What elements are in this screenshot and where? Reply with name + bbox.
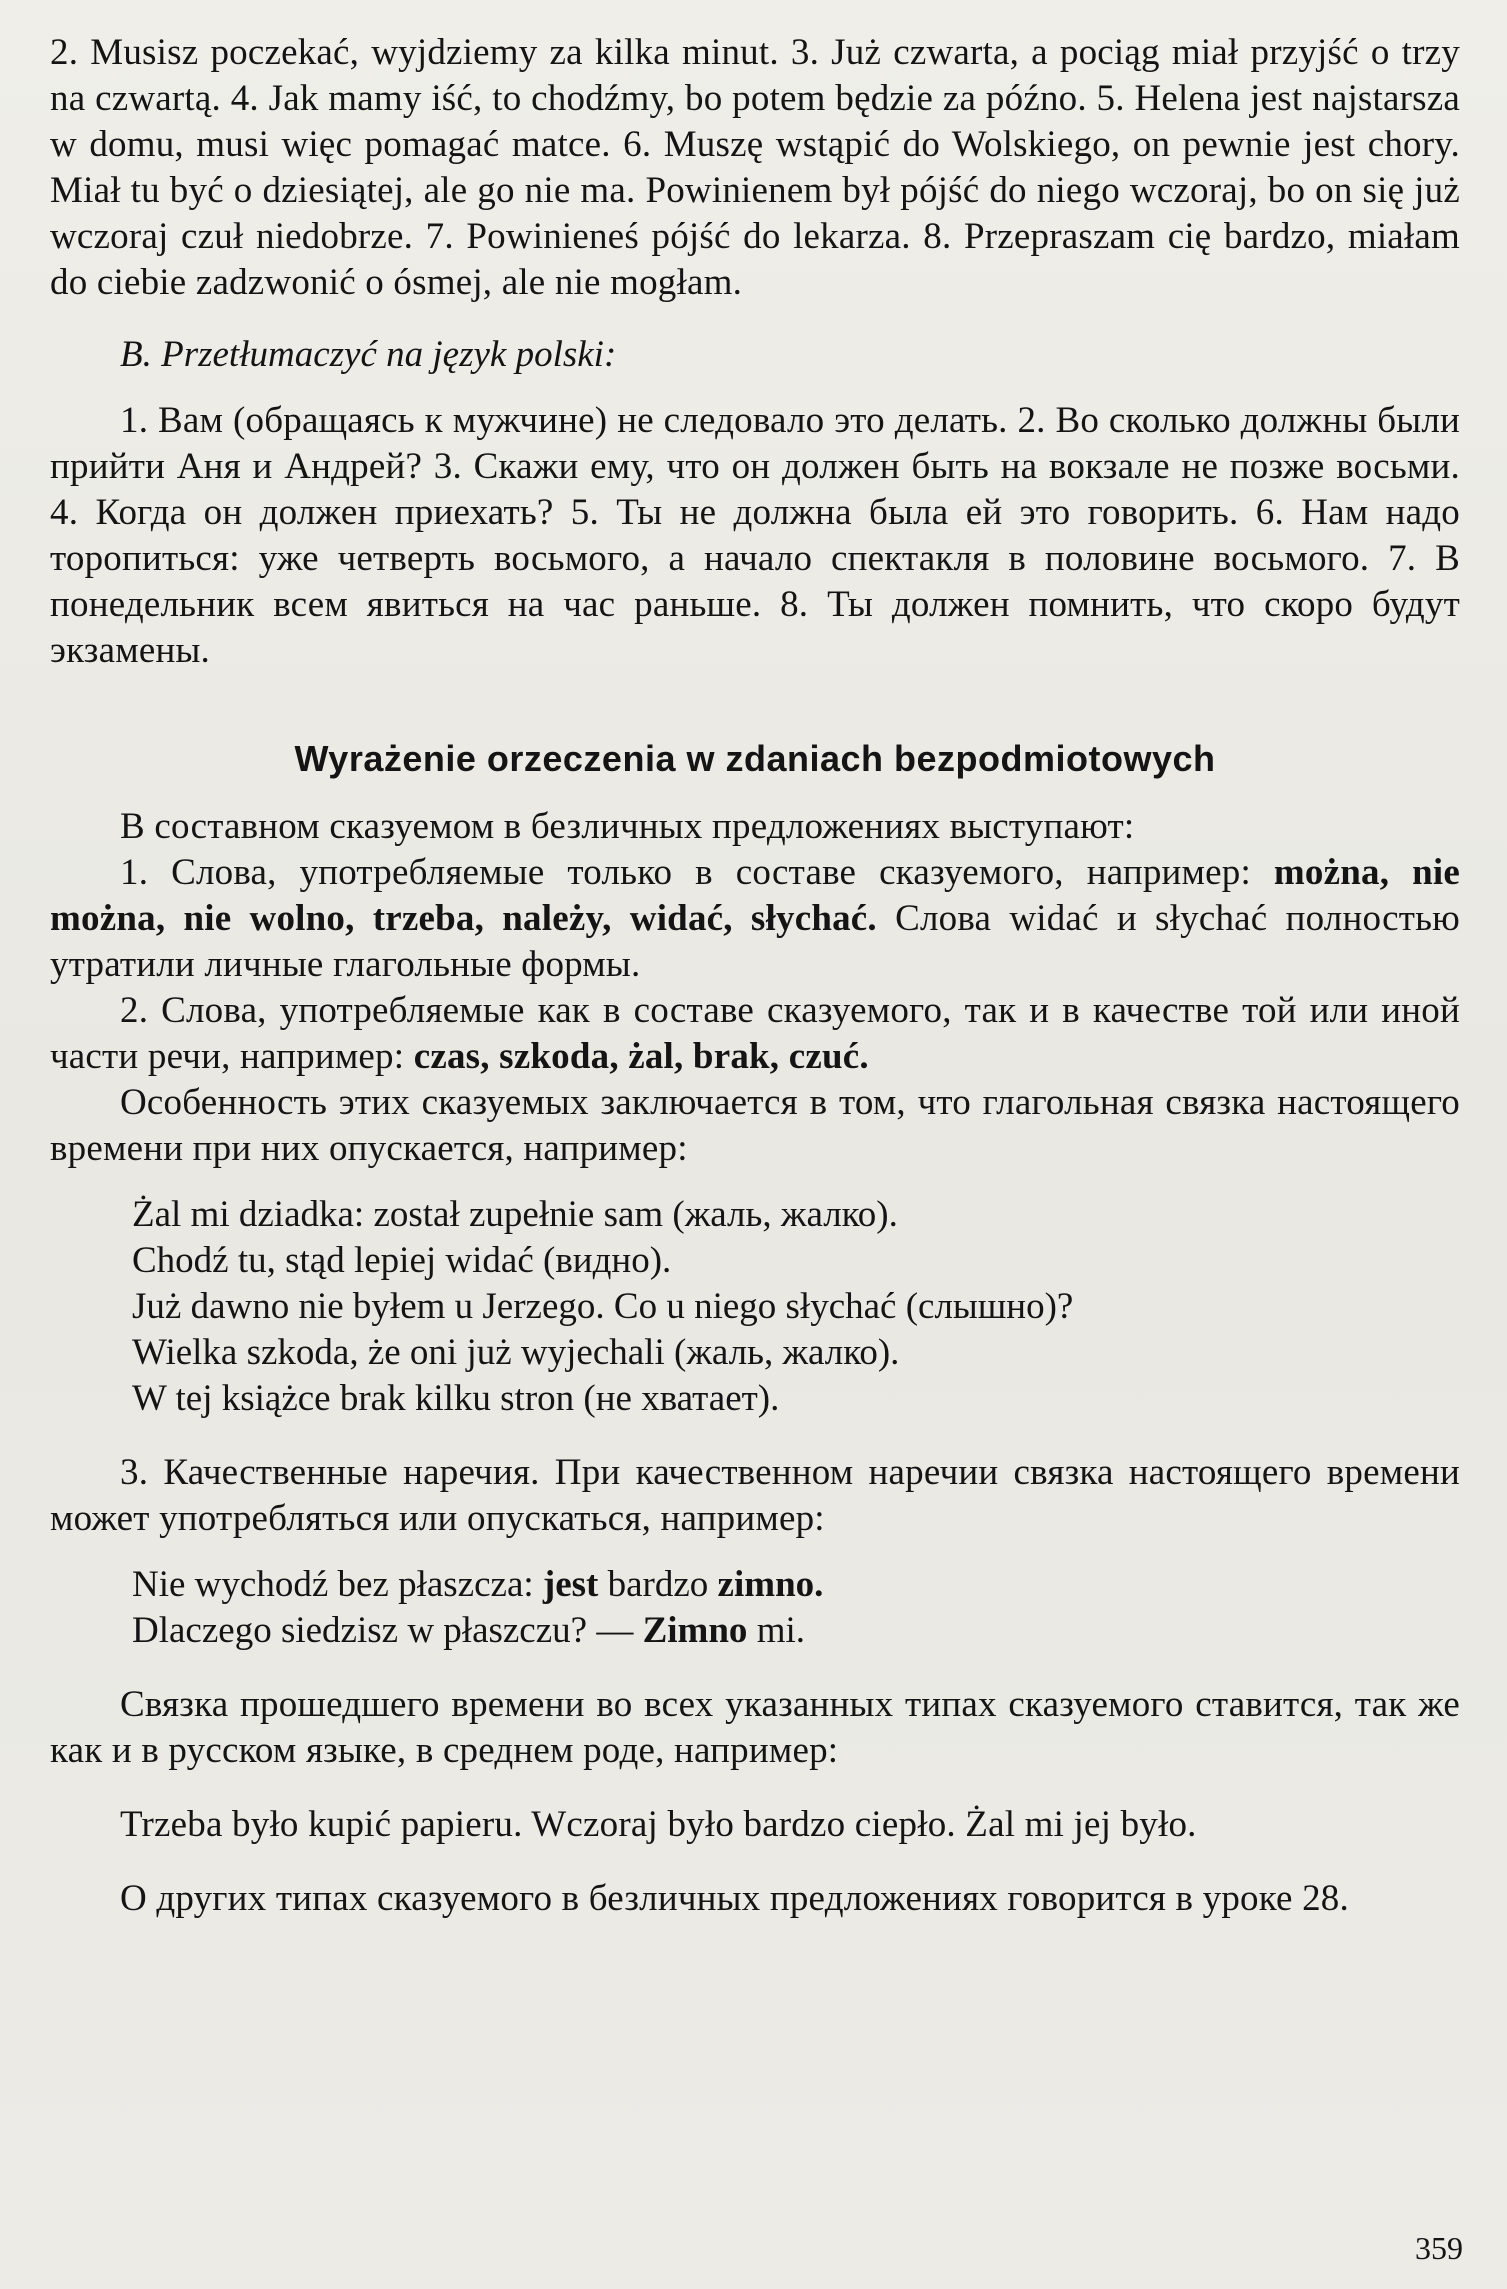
exercise-a-paragraph: 2. Musisz poczekać, wyjdziemy za kilka minut. 3. Już czwarta, a pociąg miał przyjść o trzy na czwartą. 4. Jak mamy iść, to chodźmy, bo potem będzie za późno. 5. Helena jest najstarsza w domu, musi więc pomagać matce. 6. Muszę wstąpić do Wolskiego, on pewnie jest chory. Miał tu być o dziesiątej, ale go nie ma. Powinienem był pójść do niego wczoraj, bo on się już wczoraj czuł niedobrze. 7. Powinieneś pójść do lekarza. 8. Przepraszam cię bardzo, miałam do ciebie zadzwonić o ósmej, ale nie mogłam. (50, 32, 1460, 303)
point-3-paragraph: 3. Качественные наречия. При качественном наречии связка настоящего времени может употребляться или опускаться, например: (50, 1452, 1460, 1539)
past-tense-paragraph: Связка прошедшего времени во всех указанных типах сказуемого ставится, так же как и в русском языке, в среднем роде, например: (50, 1684, 1460, 1771)
example-line: W tej książce brak kilku stron (не хватает). (132, 1378, 780, 1419)
example-text: Dlaczego siedzisz w płaszczu? — (132, 1610, 643, 1651)
example-line: Żal mi dziadka: został zupełnie sam (жаль, жалко). (132, 1194, 898, 1235)
example-bold: Zimno (642, 1610, 748, 1651)
point-2-paragraph (50, 988, 1460, 1080)
example-bold: jest (542, 1564, 599, 1605)
closing-paragraph: О других типах сказуемого в безличных предложениях говорится в уроке 28. (120, 1878, 1349, 1919)
past-tense-example: Trzeba było kupić papieru. Wczoraj było bardzo ciepło. Żal mi jej było. (120, 1804, 1197, 1845)
point-2-bold-words: czas, szkoda, żal, brak, czuć. (413, 1036, 869, 1077)
example-line: Już dawno nie byłem u Jerzego. Co u niego słychać (слышно)? (132, 1286, 1074, 1327)
example-text: mi. (747, 1610, 805, 1651)
exercise-b-label: B. Przetłumaczyć na język polski: (120, 334, 617, 375)
point-3-example-2 (132, 1608, 1460, 1654)
point-1-paragraph (50, 850, 1460, 988)
exercise-b-paragraph: 1. Вам (обращаясь к мужчине) не следовало это делать. 2. Во сколько должны были прийти Аня и Андрей? 3. Скажи ему, что он должен быть на вокзале не позже восьми. 4. Когда он должен приехать? 5. Ты не должна была ей это говорить. 6. Нам надо торопиться: уже четверть восьмого, а начало спектакля в половине восьмого. 7. В понедельник всем явиться на час раньше. 8. Ты должен помнить, что скоро будут экзамены. (50, 400, 1460, 671)
section-heading: Wyrażenie orzeczenia w zdaniach bezpodmiotowych (294, 738, 1216, 779)
example-text: bardzo (598, 1564, 718, 1605)
point-1-tail: Слова widać и słychać полностью утратили личные глагольные формы. (50, 898, 1460, 985)
point-2-text: 2. Слова, употребляемые как в составе сказуемого, так и в качестве той или иной части речи, например: (50, 990, 1460, 1077)
example-line: Wielka szkoda, że oni już wyjechali (жаль, жалко). (132, 1332, 900, 1373)
point-3-example-1 (132, 1562, 1460, 1608)
examples-list (50, 1192, 1460, 1422)
intro-line: В составном сказуемом в безличных предложениях выступают: (120, 806, 1135, 847)
point-1-text: 1. Слова, употребляемые только в составе сказуемого, например: (120, 852, 1251, 893)
page-content (50, 30, 1460, 1922)
point-3-examples (50, 1562, 1460, 1654)
feature-paragraph: Особенность этих сказуемых заключается в том, что глагольная связка настоящего времени при них опускается, например: (50, 1082, 1460, 1169)
point-1-bold-words: można, nie można, nie wolno, trzeba, należy, widać, słychać. (50, 852, 1460, 939)
example-line: Chodź tu, stąd lepiej widać (видно). (132, 1240, 672, 1281)
example-bold: zimno. (717, 1564, 824, 1605)
page-number: 359 (1415, 2230, 1463, 2266)
example-text: Nie wychodź bez płaszcza: (132, 1564, 543, 1605)
